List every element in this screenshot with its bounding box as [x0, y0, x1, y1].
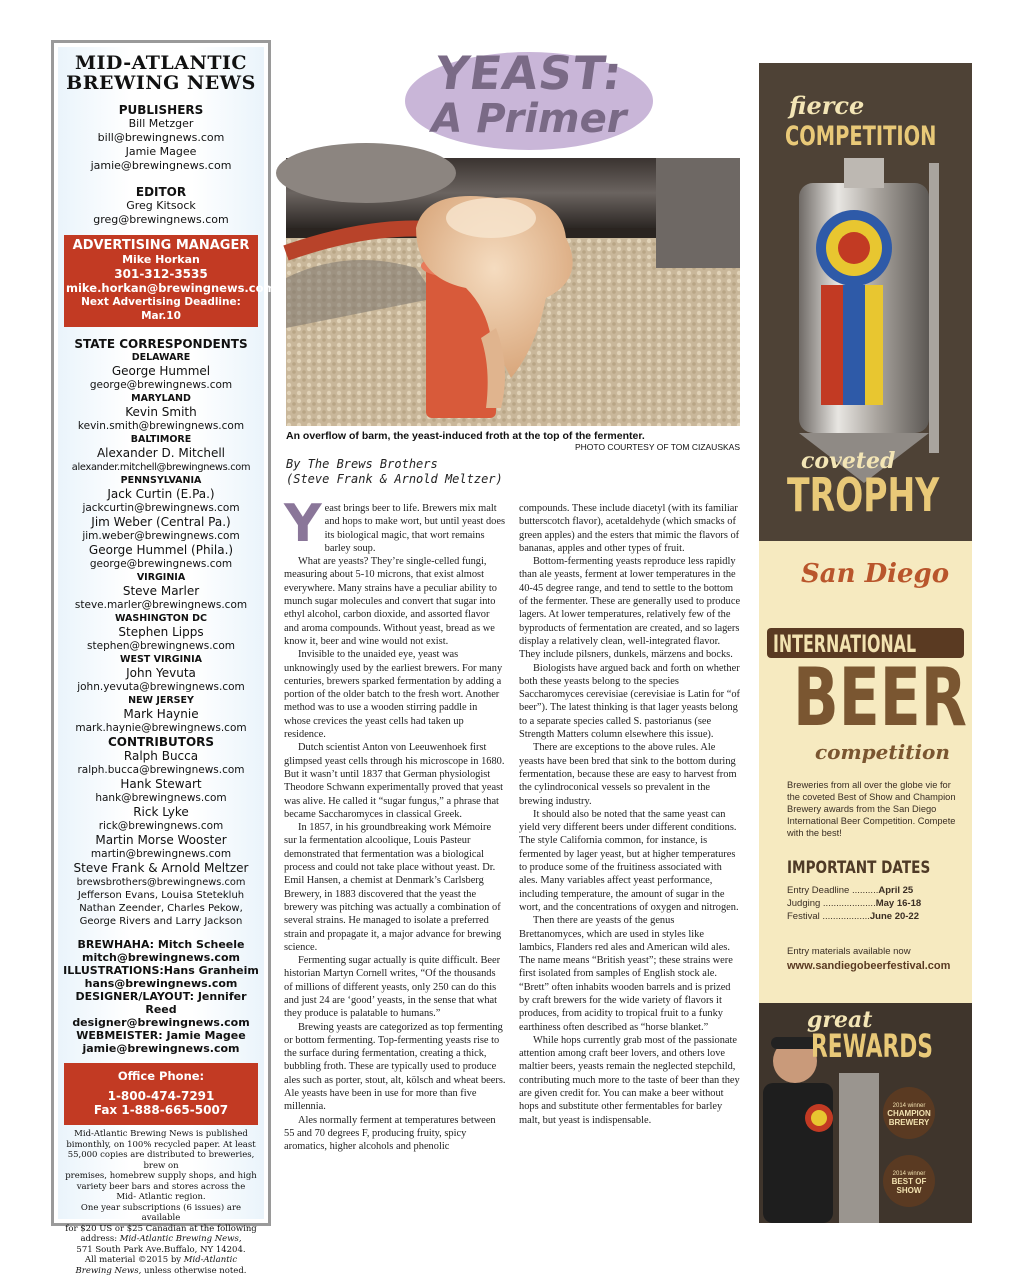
correspondent-email[interactable]: alexander.mitchell@brewingnews.com: [71, 462, 251, 473]
correspondent-email[interactable]: john.yevuta@brewingnews.com: [77, 681, 245, 693]
masthead-title: MID-ATLANTIC BREWING NEWS: [66, 52, 256, 94]
correspondent-email[interactable]: george@brewingnews.com: [89, 558, 233, 570]
footer-copyright-end: unless otherwise noted.: [143, 1265, 247, 1276]
contributor-name: Rick Lyke: [133, 805, 189, 819]
state-label: WASHINGTON DC: [115, 613, 207, 624]
advertising-box: [64, 235, 276, 327]
article-paragraph: Dutch scientist Anton von Leeuwenhoek first glimpsed yeast cells through his microscope in 1680. But it wasn’t until 1837 that German physiologist Theodore Schwann experimentally proved that yeast was alive. He called it “sugar fungus,” a phrase that became Saccharomyces in classical Greek.: [284, 742, 505, 820]
correspondent-name: George Hummel (Phila.): [88, 543, 234, 557]
correspondent-name: Jim Weber (Central Pa.): [91, 515, 231, 529]
ad-competition-script: competition: [815, 740, 950, 764]
footer-line: One year subscriptions (6 issues) are available: [80, 1202, 242, 1223]
staff-role: BREWHAHA: Mitch Scheele: [77, 938, 245, 951]
byline-line2: (Steve Frank & Arnold Meltzer): [286, 472, 503, 486]
ad-entry-text: Entry materials available now: [787, 946, 911, 957]
advertising-email[interactable]: mike.horkan@brewingnews.com: [66, 281, 276, 295]
publisher-email[interactable]: bill@brewingnews.com: [97, 131, 225, 144]
footer-address-name: Mid-Atlantic Brewing News,: [119, 1234, 242, 1244]
state-label: PENNSYLVANIA: [120, 475, 202, 486]
ad-blurb: Breweries from all over the globe vie for the coveted Best of Show and Champion Brewery awards from the San Diego International Beer Competition. Compete with the best!: [787, 780, 956, 838]
state-label: BALTIMORE: [130, 434, 192, 445]
article-paragraph: Ales normally ferment at temperatures between 55 and 70 degrees F, producing fruity, spicy aromatics, higher alcohols and phenolic: [284, 1114, 496, 1153]
publisher-name: Jamie Magee: [125, 145, 197, 158]
contributor-email[interactable]: brewsbrothers@brewingnews.com: [76, 877, 246, 888]
footer-line: Mid- Atlantic region.: [116, 1192, 206, 1202]
advertising-phone: 301-312-3535: [114, 267, 208, 281]
footer-line: variety beer bars and stores across the: [76, 1181, 246, 1192]
editor-email[interactable]: greg@brewingnews.com: [93, 213, 229, 226]
article-paragraph: Fermenting sugar actually is quite difficult. Beer historian Martyn Cornell writes, “Of the thousands of millions of different yeasts, only 250 can do this and just 24 are ‘good’ yeasts, in the sense that what they produce is palatable to humans.”: [284, 955, 501, 1020]
photo-credit: PHOTO COURTESY OF TOM CIZAUSKAS: [575, 442, 740, 452]
office-fax-number: Fax 1-888-665-5007: [93, 1103, 229, 1117]
fermenter-photo: [286, 158, 740, 426]
article-paragraph: compounds. These include diacetyl (with its familiar butterscotch flavor), acetaldehyde (which smacks of green apples) and the esters that mimic the flavors of bananas, apples and other types of fruit.: [519, 503, 740, 554]
staff-email[interactable]: hans@brewingnews.com: [84, 977, 238, 990]
contributor-name: Martin Morse Wooster: [95, 833, 227, 847]
contributor-email[interactable]: martin@brewingnews.com: [90, 848, 232, 860]
state-label: MARYLAND: [131, 393, 191, 404]
correspondent-email[interactable]: steve.marler@brewingnews.com: [74, 599, 248, 611]
correspondent-name: George Hummel: [111, 364, 211, 378]
editor-heading: EDITOR: [135, 185, 187, 199]
contributor-name: Ralph Bucca: [123, 749, 199, 763]
medal-small-text: 2014 winner: [892, 1171, 926, 1177]
article-paragraph: What are yeasts? They’re single-celled fungi, measuring about 5-10 microns, that exist almost everywhere. Many strains have a peculiar ability to munch sugar molecules and convert that sugar into ethyl alcohol, carbon dioxide, and assorted flavor and aroma compounds. Without yeast, bread as we know it, beer and wine would not exist.: [284, 556, 497, 647]
staff-email[interactable]: mitch@brewingnews.com: [82, 951, 240, 964]
contributors-heading: CONTRIBUTORS: [107, 735, 215, 749]
states-heading: STATE CORRESPONDENTS: [74, 337, 248, 351]
ad-coveted: coveted: [801, 448, 896, 474]
footer-copyright-name2: Brewing News,: [75, 1265, 142, 1276]
ad-beer: BEER: [793, 651, 967, 744]
footer-line: Mid-Atlantic Brewing News is published: [74, 1129, 248, 1139]
ad-dates-heading: IMPORTANT DATES: [787, 858, 931, 878]
footer-line: for $20 US or $25 Canadian at the following: [65, 1223, 257, 1234]
footer-address-street: 571 South Park Ave.Buffalo, NY 14204.: [76, 1244, 246, 1255]
article-paragraph: In 1857, in his groundbreaking work Mémoire sur la fermentation alcoolique, Louis Pasteur demonstrated that fermentation was a biological process and could not take place without yeast. Dr. Emil Hansen, a chemist at Denmark’s Carlsberg Brewery, in 1883 discovered that the yeast the brewery was pitching was actually a combination of several strains. He managed to isolate a preferred strain and propagate it, a major advance for brewing science.: [284, 822, 502, 953]
article-paragraph: east brings beer to life. Brewers mix malt and hops to make wort, but until yeast does its biological magic, that wort remains barley soup.: [324, 503, 506, 554]
footer-copyright-name: Mid-Atlantic: [183, 1255, 238, 1265]
publisher-name: Bill Metzger: [128, 117, 194, 130]
ad-url[interactable]: www.sandiegobeerfestival.com: [787, 960, 951, 972]
article-paragraph: Brewing yeasts are categorized as top fermenting or bottom fermenting. Top-fermenting yeasts rise to the surface during fermentation, creating a thick, bubbling froth. These are typically used to produce ales such as porter, stout, alt, kölsch and wheat beers. Ale yeasts have been in use for more than five millennia.: [284, 1021, 506, 1113]
beer-competition-ad: [759, 63, 972, 1223]
footer-line: premises, homebrew supply shops, and high: [65, 1171, 257, 1181]
office-phone-heading: Office Phone:: [117, 1069, 205, 1083]
footer-line: bimonthly, on 100% recycled paper. At least: [66, 1139, 256, 1150]
contributor-email[interactable]: rick@brewingnews.com: [98, 820, 224, 832]
correspondent-email[interactable]: george@brewingnews.com: [89, 379, 233, 391]
ad-trophy: TROPHY: [787, 468, 940, 522]
staff-email[interactable]: designer@brewingnews.com: [72, 1016, 250, 1029]
correspondent-name: Jack Curtin (E.Pa.): [107, 487, 215, 501]
ad-date-label: Festival ..................: [787, 911, 870, 922]
footer-copyright: All material ©2015 by: [84, 1255, 182, 1265]
article-paragraph: There are exceptions to the above rules. Ale yeasts have been bred that sink to the bottom during fermentation, because these are easy to harvest from the cylindroconical vessels so prevalent in the brewing industry.: [519, 742, 737, 807]
masthead-footer: [64, 1129, 258, 1276]
ad-rewards: REWARDS: [811, 1027, 933, 1065]
medal-small-text: 2014 winner: [892, 1103, 926, 1109]
correspondent-name: Stephen Lipps: [118, 625, 204, 639]
correspondent-email[interactable]: jackcurtin@brewingnews.com: [82, 502, 240, 514]
state-label: NEW JERSEY: [128, 695, 194, 706]
editor-name: Greg Kitsock: [126, 199, 196, 212]
state-label: WEST VIRGINIA: [120, 654, 202, 665]
publisher-email[interactable]: jamie@brewingnews.com: [90, 159, 232, 172]
article-paragraph: Invisible to the unaided eye, yeast was unknowingly used by the earliest brewers. For many centuries, brewers sparked fermentation by adding a portion of the older batch to the fresh wort. Another method was to use a wooden stirring paddle in whose crevices the yeast cells had taken up residence.: [284, 649, 503, 741]
correspondent-email[interactable]: jim.weber@brewingnews.com: [82, 530, 240, 542]
advertising-name: Mike Horkan: [122, 253, 200, 266]
contributor-name: Hank Stewart: [120, 777, 202, 791]
article-paragraph: Bottom-fermenting yeasts reproduce less rapidly than ale yeasts, ferment at lower temperatures in the 40-45 degree range, and tend to settle to the bottom of the fermenter. These are generally used to produce lagers. At lower temperatures, relatively few of the byproducts of fermentation are created, and so lagers display a relatively clean, well-integrated flavor. They include pilsners, dunkels, märzens and bocks.: [519, 556, 741, 661]
staff-email[interactable]: jamie@brewingnews.com: [82, 1042, 240, 1055]
state-label: DELAWARE: [131, 352, 191, 363]
article-paragraph: Biologists have argued back and forth on whether both these yeasts belong to the species Saccharomyces cerevisiae (cerevisiae is Latin for “of beer”). The latest thinking is that lager yeasts belong to a separate species called S. pastorianus (see Strength Matters column elsewhere this issue).: [519, 662, 740, 741]
drop-cap: Y: [284, 494, 322, 554]
article-column-1: [284, 494, 506, 1154]
ad-dates-list: [787, 884, 967, 923]
article-title-line1: YEAST:: [431, 46, 627, 100]
ad-fierce: fierce: [789, 91, 865, 120]
ad-international: INTERNATIONAL: [773, 630, 917, 658]
correspondent-name: Alexander D. Mitchell: [96, 446, 226, 460]
byline: [286, 457, 503, 487]
advertising-heading: ADVERTISING MANAGER: [72, 238, 250, 253]
ad-top-panel: [759, 63, 972, 608]
office-phone-box: [64, 1063, 258, 1125]
correspondent-email[interactable]: stephen@brewingnews.com: [87, 640, 235, 652]
ad-date-value: May 16-18: [875, 898, 922, 909]
article-title-line2: A Primer: [431, 96, 627, 142]
article-paragraph: It should also be noted that the same yeast can yield very different beers under different conditions. The style California common, for instance, is fermented by lager yeast, but at higher temperatures to produce some of the fruitiness associated with ales. Many variables affect yeast performance, including temperature, the amount of sugar in the wort, and the concentrations of oxygen and nitrogen.: [519, 808, 739, 913]
best-of-show-medal: [883, 1171, 935, 1195]
article-paragraph: While hops currently grab most of the passionate attention among craft beer lovers, and others love maltier beers, yeasts remain the neglected stepchild, contributing much more to the taste of beer than they are given credit for. You can make a beer without hops and substitute other fermentables for barley malt, but yeast is indispensable.: [519, 1034, 740, 1126]
ad-san-diego: San Diego: [801, 559, 950, 589]
contributor-extra: George Rivers and Larry Jackson: [79, 916, 243, 927]
ad-middle-panel: [759, 608, 972, 1003]
ad-date-label: Entry Deadline ..........: [787, 885, 879, 896]
staff-role: WEBMEISTER: Jamie Magee: [76, 1029, 246, 1042]
contributor-email[interactable]: ralph.bucca@brewingnews.com: [77, 764, 245, 776]
contributor-email[interactable]: hank@brewingnews.com: [95, 792, 227, 804]
ad-date-value: June 20-22: [869, 911, 920, 922]
ad-great: great: [807, 1007, 873, 1033]
correspondent-email[interactable]: kevin.smith@brewingnews.com: [77, 420, 245, 432]
correspondent-name: Kevin Smith: [125, 405, 197, 419]
champion-medal: [883, 1103, 935, 1127]
contributor-name: Steve Frank & Arnold Meltzer: [73, 861, 249, 875]
staff-role: DESIGNER/LAYOUT: Jennifer Reed: [75, 990, 247, 1016]
medal-big-text: BEST OF SHOW: [891, 1177, 927, 1195]
correspondent-name: Mark Haynie: [123, 707, 199, 721]
photo-caption: An overflow of barm, the yeast-induced froth at the top of the fermenter.: [286, 430, 645, 442]
article-paragraph: Then there are yeasts of the genus Brettanomyces, which are used in styles like lambics, Flanders red ales and American wild ales. The name means “British yeast”; these strains were first isolated from samples of English stock ale. “Brett” often inhabits wooden barrels and is prized by craft brewers for the wide variety of flavors it produces, from acidity to tropical fruit to a funky earthiness often described as “horse blanket.”: [519, 915, 733, 1033]
ad-competition: COMPETITION: [785, 121, 937, 152]
ad-date-value: April 25: [878, 885, 914, 896]
ad-bottom-panel: [759, 1003, 972, 1223]
correspondent-name: Steve Marler: [122, 584, 200, 598]
staff-role: ILLUSTRATIONS:Hans Granheim: [63, 964, 259, 977]
office-phone-number: 1-800-474-7291: [107, 1089, 215, 1103]
correspondent-name: John Yevuta: [126, 666, 196, 680]
medal-big-text: CHAMPION BREWERY: [887, 1109, 931, 1127]
byline-line1: By The Brews Brothers: [286, 457, 438, 471]
footer-line: 55,000 copies are distributed to breweries, brew on: [67, 1150, 255, 1171]
correspondent-email[interactable]: mark.haynie@brewingnews.com: [75, 722, 247, 734]
contributor-extra: Jefferson Evans, Louisa Stetekluh: [77, 890, 245, 901]
footer-address-label: address:: [80, 1234, 118, 1244]
ad-date-label: Judging ....................: [787, 898, 876, 909]
article-column-2: [519, 502, 741, 1127]
advertising-deadline: Next Advertising Deadline: Mar.10: [81, 296, 241, 322]
publishers-heading: PUBLISHERS: [118, 103, 204, 117]
masthead-box: [51, 40, 276, 1276]
state-label: VIRGINIA: [136, 572, 186, 583]
contributor-extra: Nathan Zeender, Charles Pekow,: [79, 903, 243, 914]
